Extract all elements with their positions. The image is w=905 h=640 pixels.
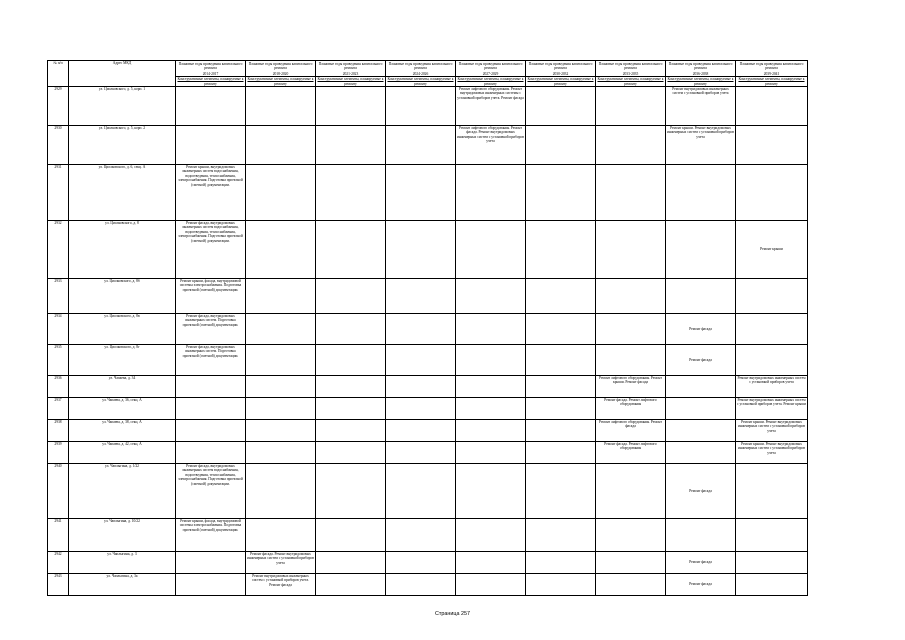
repair-work-cell: [666, 398, 736, 420]
repair-work-cell: [246, 376, 316, 398]
repair-work-cell: [246, 398, 316, 420]
repair-work-cell: [596, 126, 666, 165]
table-row: [48, 552, 808, 574]
table-row: [48, 574, 808, 596]
repair-work-cell: [526, 464, 596, 519]
repair-work-cell: [526, 376, 596, 398]
repair-work-cell: Ремонт фасада. Ремонт лифтового оборудования: [596, 442, 666, 464]
repair-work-cell: [526, 398, 596, 420]
period-years: 2036-2038: [692, 71, 709, 76]
table-body: [48, 87, 808, 596]
row-address: ул. Циолковского, д. 8б: [69, 279, 176, 314]
repair-work-cell: Ремонт лифтового оборудования. Ремонт фасада. Ремонт внутридомовых инженерных систем с установкой приборов учета: [456, 126, 526, 165]
num-column-header: № п/п: [48, 61, 69, 87]
repair-work-cell: [456, 420, 526, 442]
repair-work-cell: [176, 87, 246, 126]
repair-work-cell: [176, 376, 246, 398]
repair-work-cell: [246, 279, 316, 314]
repair-work-cell: [456, 464, 526, 519]
row-number: 2929: [48, 87, 69, 126]
period-header: Плановые годы проведения капитального ремонта 2024-2026: [386, 61, 456, 77]
table-row: [48, 442, 808, 464]
repair-work-cell: [596, 221, 666, 279]
repair-work-cell: Ремонт лифтового оборудования. Ремонт внутридомовых инженерных системы с установкой приборов учета. Ремонт фасада: [456, 87, 526, 126]
period-years: 2039-2041: [763, 71, 780, 76]
repair-work-cell: [526, 314, 596, 345]
row-number: 2939: [48, 442, 69, 464]
repair-work-cell: [316, 574, 386, 596]
repair-work-cell: [246, 126, 316, 165]
repair-work-cell: [526, 126, 596, 165]
period-years: 2027-2029: [482, 71, 499, 76]
period-subheader: Конструктивные элементы, планируемые к ремонту: [247, 77, 314, 86]
capital-repair-table: [47, 60, 808, 596]
row-address: ул. Чаплыгина, д. 1/22: [69, 464, 176, 519]
repair-work-cell: Ремонт внутридомовых инженерных систем с установкой приборов учета: [666, 87, 736, 126]
repair-work-cell: Ремонт фасада, внутридомовых инженерных систем. Подготовка проектной (сметной) документации.: [176, 345, 246, 376]
repair-work-cell: [456, 574, 526, 596]
repair-work-cell: [526, 519, 596, 552]
period-header: Плановые годы проведения капитального ремонта 2030-2032: [526, 61, 596, 77]
repair-work-cell: [386, 519, 456, 552]
period-header: Плановые годы проведения капитального ремонта 2021-2023: [316, 61, 386, 77]
repair-work-cell: [526, 420, 596, 442]
row-address: ул. Чаплыгина, д. 3а: [69, 574, 176, 596]
repair-work-cell: Ремонт лифтового оборудования. Ремонт крыши. Ремонт фасада: [596, 376, 666, 398]
table-header: [48, 61, 808, 87]
repair-work-cell: [316, 165, 386, 221]
row-number: 2936: [48, 376, 69, 398]
repair-work-cell: Ремонт крыши. Ремонт внутридомовых инженерных систем с установкой приборов учета: [666, 126, 736, 165]
repair-work-cell: [316, 552, 386, 574]
period-subheader: Конструктивные элементы, планируемые к ремонту: [177, 77, 244, 86]
repair-work-cell: [736, 314, 808, 345]
repair-work-cell: Ремонт фасада, внутридомовых инженерных систем водоснабжения, водоотведения, теплоснабжения, электроснабжения. Подготовка проектной (сметной) документации.: [176, 464, 246, 519]
repair-work-cell: [176, 552, 246, 574]
repair-work-cell: [456, 442, 526, 464]
repair-work-cell: [456, 279, 526, 314]
repair-work-cell: Ремонт фасада: [666, 314, 736, 345]
table-row: [48, 519, 808, 552]
repair-work-cell: [596, 519, 666, 552]
page-number: Страница 257: [435, 611, 470, 617]
repair-work-cell: [386, 279, 456, 314]
repair-work-cell: [176, 126, 246, 165]
table-row: [48, 314, 808, 345]
row-number: 2942: [48, 552, 69, 574]
repair-work-cell: [526, 442, 596, 464]
row-address: ул. Чаплыгина, д. 10/22: [69, 519, 176, 552]
row-number: 2931: [48, 165, 69, 221]
repair-work-cell: [246, 420, 316, 442]
repair-work-cell: [176, 574, 246, 596]
row-address: ул. Циолковского, д. 8г: [69, 345, 176, 376]
row-number: 2933: [48, 279, 69, 314]
repair-work-cell: [526, 87, 596, 126]
period-subheader: Конструктивные элементы, планируемые к ремонту: [597, 77, 664, 86]
repair-work-cell: [386, 314, 456, 345]
repair-work-cell: [736, 574, 808, 596]
repair-work-cell: [666, 221, 736, 279]
period-header: Плановые годы проведения капитального ремонта 2036-2038: [666, 61, 736, 77]
repair-work-cell: [316, 279, 386, 314]
row-address: ул. Циолковского, д. 8: [69, 221, 176, 279]
repair-work-cell: [596, 165, 666, 221]
repair-work-cell: [316, 398, 386, 420]
row-address: ул. Циолковского, д. 5, корп. 2: [69, 126, 176, 165]
repair-work-cell: [666, 165, 736, 221]
repair-work-cell: [246, 464, 316, 519]
table-row: [48, 376, 808, 398]
repair-work-cell: [316, 464, 386, 519]
repair-work-cell: [386, 420, 456, 442]
repair-work-cell: [246, 165, 316, 221]
repair-work-cell: [666, 442, 736, 464]
repair-work-cell: [736, 165, 808, 221]
repair-work-cell: [316, 519, 386, 552]
repair-work-cell: [316, 314, 386, 345]
repair-work-cell: [456, 165, 526, 221]
repair-work-cell: [456, 552, 526, 574]
repair-work-cell: [736, 519, 808, 552]
period-subheader: Конструктивные элементы, планируемые к ремонту: [527, 77, 594, 86]
repair-work-cell: [456, 519, 526, 552]
repair-work-cell: [176, 398, 246, 420]
row-number: 2943: [48, 574, 69, 596]
repair-work-cell: [526, 165, 596, 221]
repair-work-cell: [176, 420, 246, 442]
repair-work-cell: Ремонт фасада. Ремонт внутридомовых инженерных систем с установкой приборов учета: [246, 552, 316, 574]
repair-work-cell: [456, 376, 526, 398]
repair-work-cell: [736, 552, 808, 574]
repair-work-cell: [666, 420, 736, 442]
repair-work-cell: [526, 552, 596, 574]
row-address: ул. Чапаева, д. 36, секц. А: [69, 398, 176, 420]
repair-work-cell: Ремонт внутридомовых инженерных систем с установкой приборов учета: [736, 376, 808, 398]
repair-work-cell: [386, 464, 456, 519]
repair-work-cell: [456, 314, 526, 345]
repair-work-cell: Ремонт крыши, внутридомовых инженерных систем водоснабжения, водоотведения, теплоснабжения, электроснабжения. Подготовка проектной (сметной) документации.: [176, 165, 246, 221]
period-subheader: Конструктивные элементы, планируемые к ремонту: [457, 77, 524, 86]
repair-work-cell: [316, 87, 386, 126]
period-header: Плановые годы проведения капитального ремонта 2027-2029: [456, 61, 526, 77]
repair-work-cell: [666, 279, 736, 314]
repair-work-cell: [456, 398, 526, 420]
period-subheader: Конструктивные элементы, планируемые к ремонту: [736, 77, 808, 87]
repair-work-cell: [316, 345, 386, 376]
repair-work-cell: [596, 574, 666, 596]
period-header: Плановые годы проведения капитального ремонта 2039-2041: [736, 61, 808, 77]
repair-work-cell: [386, 165, 456, 221]
repair-work-cell: [246, 442, 316, 464]
repair-work-cell: [246, 221, 316, 279]
table-row: [48, 420, 808, 442]
period-subheader: Конструктивные элементы, планируемые к ремонту: [667, 77, 734, 86]
period-years: 2021-2023: [342, 71, 359, 76]
period-subheader: Конструктивные элементы, планируемые к ремонту: [387, 77, 454, 86]
repair-work-cell: Ремонт крыши, фасада, внутридомовой системы электроснабжения. Подготовка проектной (сметной) документации.: [176, 279, 246, 314]
row-address: ул. Циолковского, д. 5, корп. 1: [69, 87, 176, 126]
period-header: Плановые годы проведения капитального ремонта 2033-2035: [596, 61, 666, 77]
repair-work-cell: [526, 221, 596, 279]
repair-work-cell: [456, 345, 526, 376]
table-row: [48, 126, 808, 165]
repair-work-cell: [316, 442, 386, 464]
repair-work-cell: Ремонт крыши. Ремонт внутридомовых инженерных систем с установкой приборов учета: [736, 420, 808, 442]
repair-work-cell: Ремонт крыши: [736, 221, 808, 279]
repair-work-cell: Ремонт крыши, фасада, внутридомовой системы электроснабжения. Подготовка проектной (сметной) документации.: [176, 519, 246, 552]
repair-work-cell: [736, 345, 808, 376]
repair-work-cell: [316, 420, 386, 442]
period-years: 2033-2035: [622, 71, 639, 76]
repair-work-cell: [596, 279, 666, 314]
row-number: 2941: [48, 519, 69, 552]
repair-work-cell: [736, 279, 808, 314]
period-years: 2018-2020: [272, 71, 289, 76]
repair-work-cell: Ремонт фасада: [666, 574, 736, 596]
repair-work-cell: [386, 126, 456, 165]
period-header: Плановые годы проведения капитального ремонта 2018-2020: [246, 61, 316, 77]
repair-work-cell: [386, 345, 456, 376]
period-years: 2030-2032: [552, 71, 569, 76]
repair-work-cell: [386, 574, 456, 596]
row-number: 2930: [48, 126, 69, 165]
repair-work-cell: [316, 376, 386, 398]
address-column-header: Адрес МКД: [69, 61, 176, 87]
table-row: [48, 221, 808, 279]
repair-work-cell: [596, 314, 666, 345]
repair-work-cell: [386, 221, 456, 279]
table-row: [48, 279, 808, 314]
repair-work-cell: [666, 519, 736, 552]
repair-work-cell: [316, 221, 386, 279]
repair-work-cell: Ремонт фасада, внутридомовых инженерных систем. Подготовка проектной (сметной) документации.: [176, 314, 246, 345]
repair-work-cell: [176, 442, 246, 464]
table-row: [48, 398, 808, 420]
repair-work-cell: Ремонт внутридомовых инженерных систем с установкой приборов учета. Ремонт крыши: [736, 398, 808, 420]
row-number: 2940: [48, 464, 69, 519]
repair-work-cell: Ремонт фасада, внутридомовых инженерных систем водоснабжения, водоотведения, теплоснабжения, электроснабжения. Подготовка проектной (сметной) документации.: [176, 221, 246, 279]
repair-work-cell: [386, 376, 456, 398]
row-address: ул. Циолковского, д. 8в: [69, 314, 176, 345]
repair-work-cell: [386, 552, 456, 574]
row-address: ул. Чаплыгина, д. 3: [69, 552, 176, 574]
row-address: ул. Чапаева, д. 42, секц. А: [69, 442, 176, 464]
row-number: 2934: [48, 314, 69, 345]
row-number: 2938: [48, 420, 69, 442]
period-header: Плановые годы проведения капитального ремонта 2014-2017: [176, 61, 246, 77]
repair-work-cell: [736, 464, 808, 519]
table-row: [48, 464, 808, 519]
row-number: 2932: [48, 221, 69, 279]
repair-work-cell: [526, 279, 596, 314]
repair-work-cell: Ремонт фасада: [666, 552, 736, 574]
repair-work-cell: [246, 519, 316, 552]
repair-work-cell: [386, 398, 456, 420]
period-years: 2014-2017: [202, 71, 219, 76]
repair-work-cell: [246, 87, 316, 126]
row-address: ул. Чапаева, д. 38, секц. А: [69, 420, 176, 442]
row-number: 2937: [48, 398, 69, 420]
repair-work-cell: [246, 345, 316, 376]
repair-work-cell: Ремонт крыши. Ремонт внутридомовых инженерных систем с установкой приборов учета: [736, 442, 808, 464]
table-row: [48, 165, 808, 221]
repair-work-cell: Ремонт фасада: [666, 464, 736, 519]
period-subheader: Конструктивные элементы, планируемые к ремонту: [317, 77, 384, 86]
repair-work-cell: Ремонт фасада: [666, 345, 736, 376]
repair-work-cell: [316, 126, 386, 165]
repair-work-cell: [526, 574, 596, 596]
repair-work-cell: [456, 221, 526, 279]
table-row: [48, 345, 808, 376]
row-address: ул. Циолковского, д. 6, секц. А: [69, 165, 176, 221]
repair-work-cell: [736, 87, 808, 126]
repair-work-cell: [596, 345, 666, 376]
repair-work-cell: [736, 126, 808, 165]
row-address: ул. Чапаева, д. 34: [69, 376, 176, 398]
repair-work-cell: [526, 345, 596, 376]
repair-work-cell: Ремонт фасада. Ремонт лифтового оборудования: [596, 398, 666, 420]
repair-work-cell: [596, 552, 666, 574]
repair-work-cell: [666, 376, 736, 398]
period-years: 2024-2026: [412, 71, 429, 76]
repair-work-cell: [596, 87, 666, 126]
repair-work-cell: [386, 87, 456, 126]
repair-work-cell: [596, 464, 666, 519]
table-row: [48, 87, 808, 126]
repair-work-cell: [386, 442, 456, 464]
row-number: 2935: [48, 345, 69, 376]
repair-work-cell: Ремонт внутридомовых инженерных систем с установкой приборов учета. Ремонт фасада: [246, 574, 316, 596]
repair-work-cell: Ремонт лифтового оборудования. Ремонт фасада: [596, 420, 666, 442]
repair-work-cell: [246, 314, 316, 345]
